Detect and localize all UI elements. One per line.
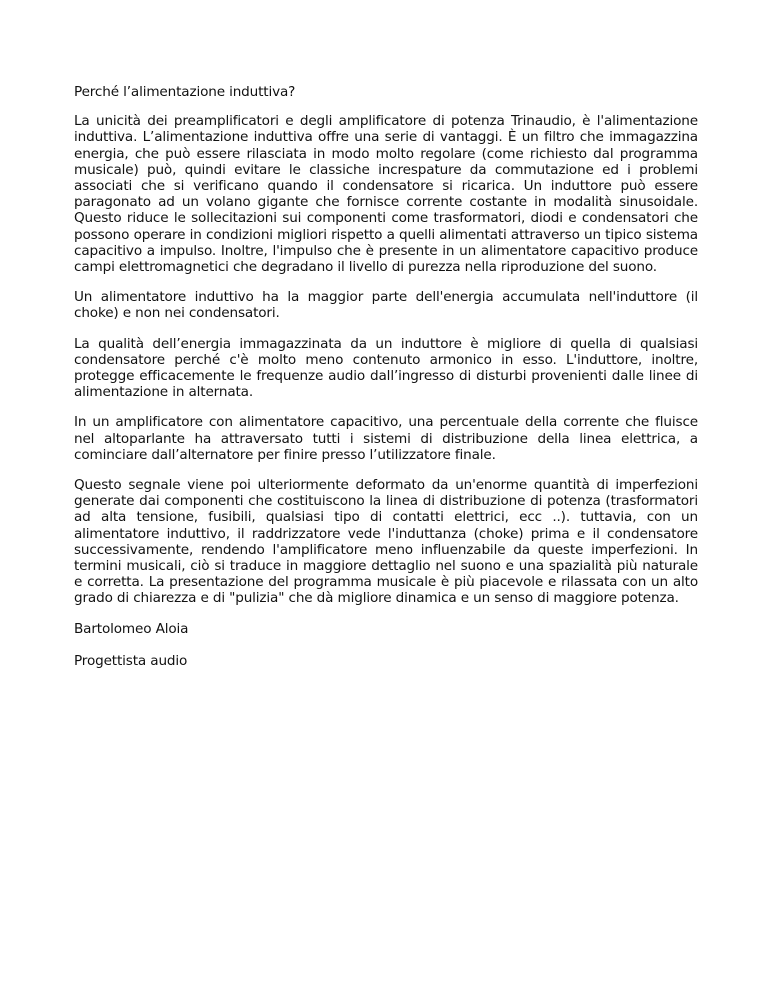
paragraph-signal-imperfections: Questo segnale viene poi ulteriormente deformato da un'enorme quantità di imperfezioni generate dai componenti che costituiscono la linea di distribuzione di potenza (trasformatori ad alta tensione, fusibili, qualsiasi tipo di contatti elettrici, ecc ..). tuttavia, con un alimentatore induttivo, il raddrizzatore vede l'induttanza (choke) prima e il condensatore successivamente, rendendo l'amplificatore meno influenzabile da queste imperfezioni. In termini musicali, ciò si traduce in maggiore dettaglio nel suono e una spazialità più naturale e corretta. La presentazione del programma musicale è più piacevole e rilassata con un alto grado di chiarezza e di "pulizia" che dà migliore dinamica e un senso di maggiore potenza. bbox=[74, 477, 698, 607]
paragraph-energy-storage: Un alimentatore induttivo ha la maggior parte dell'energia accumulata nell'induttore (il choke) e non nei condensatori. bbox=[74, 289, 698, 322]
paragraph-energy-quality: La qualità dell’energia immagazzinata da un induttore è migliore di quella di qualsiasi condensatore perché c'è molto meno contenuto armonico in esso. L'induttore, inoltre, protegge efficacemente le frequenze audio dall’ingresso di disturbi provenienti dalle linee di alimentazione in alternata. bbox=[74, 335, 698, 401]
author-name: Bartolomeo Aloia bbox=[74, 620, 189, 637]
paragraph-intro: La unicità dei preamplificatori e degli amplificatore di potenza Trinaudio, è l'alimentazione induttiva. L’alimentazione induttiva offre una serie di vantaggi. È un filtro che immagazzina energia, che può essere rilasciata in modo molto regolare (come richiesto dal programma musicale) può, quindi evitare le classiche increspature da commutazione ed i problemi associati che si verificano quando il condensatore si ricarica. Un induttore può essere paragonato ad un volano gigante che fornisce corrente costante in modalità sinusoidale. Questo riduce le sollecitazioni sui componenti come trasformatori, diodi e condensatori che possono operare in condizioni migliori rispetto a quelli alimentati attraverso un tipico sistema capacitivo a impulso. Inoltre, l'impulso che è presente in un alimentatore capacitivo produce campi elettromagnetici che degradano il livello di purezza nella riproduzione del suono. bbox=[74, 113, 698, 276]
document-body bbox=[74, 84, 698, 685]
paragraph-capacitive-amplifier: In un amplificatore con alimentatore capacitivo, una percentuale della corrente che fluisce nel altoparlante ha attraversato tutti i sistemi di distribuzione della linea elettrica, a cominciare dall’alternatore per finire presso l’utilizzatore finale. bbox=[74, 414, 698, 463]
document-title: Perché l’alimentazione induttiva? bbox=[74, 84, 296, 100]
author-role: Progettista audio bbox=[74, 652, 188, 669]
